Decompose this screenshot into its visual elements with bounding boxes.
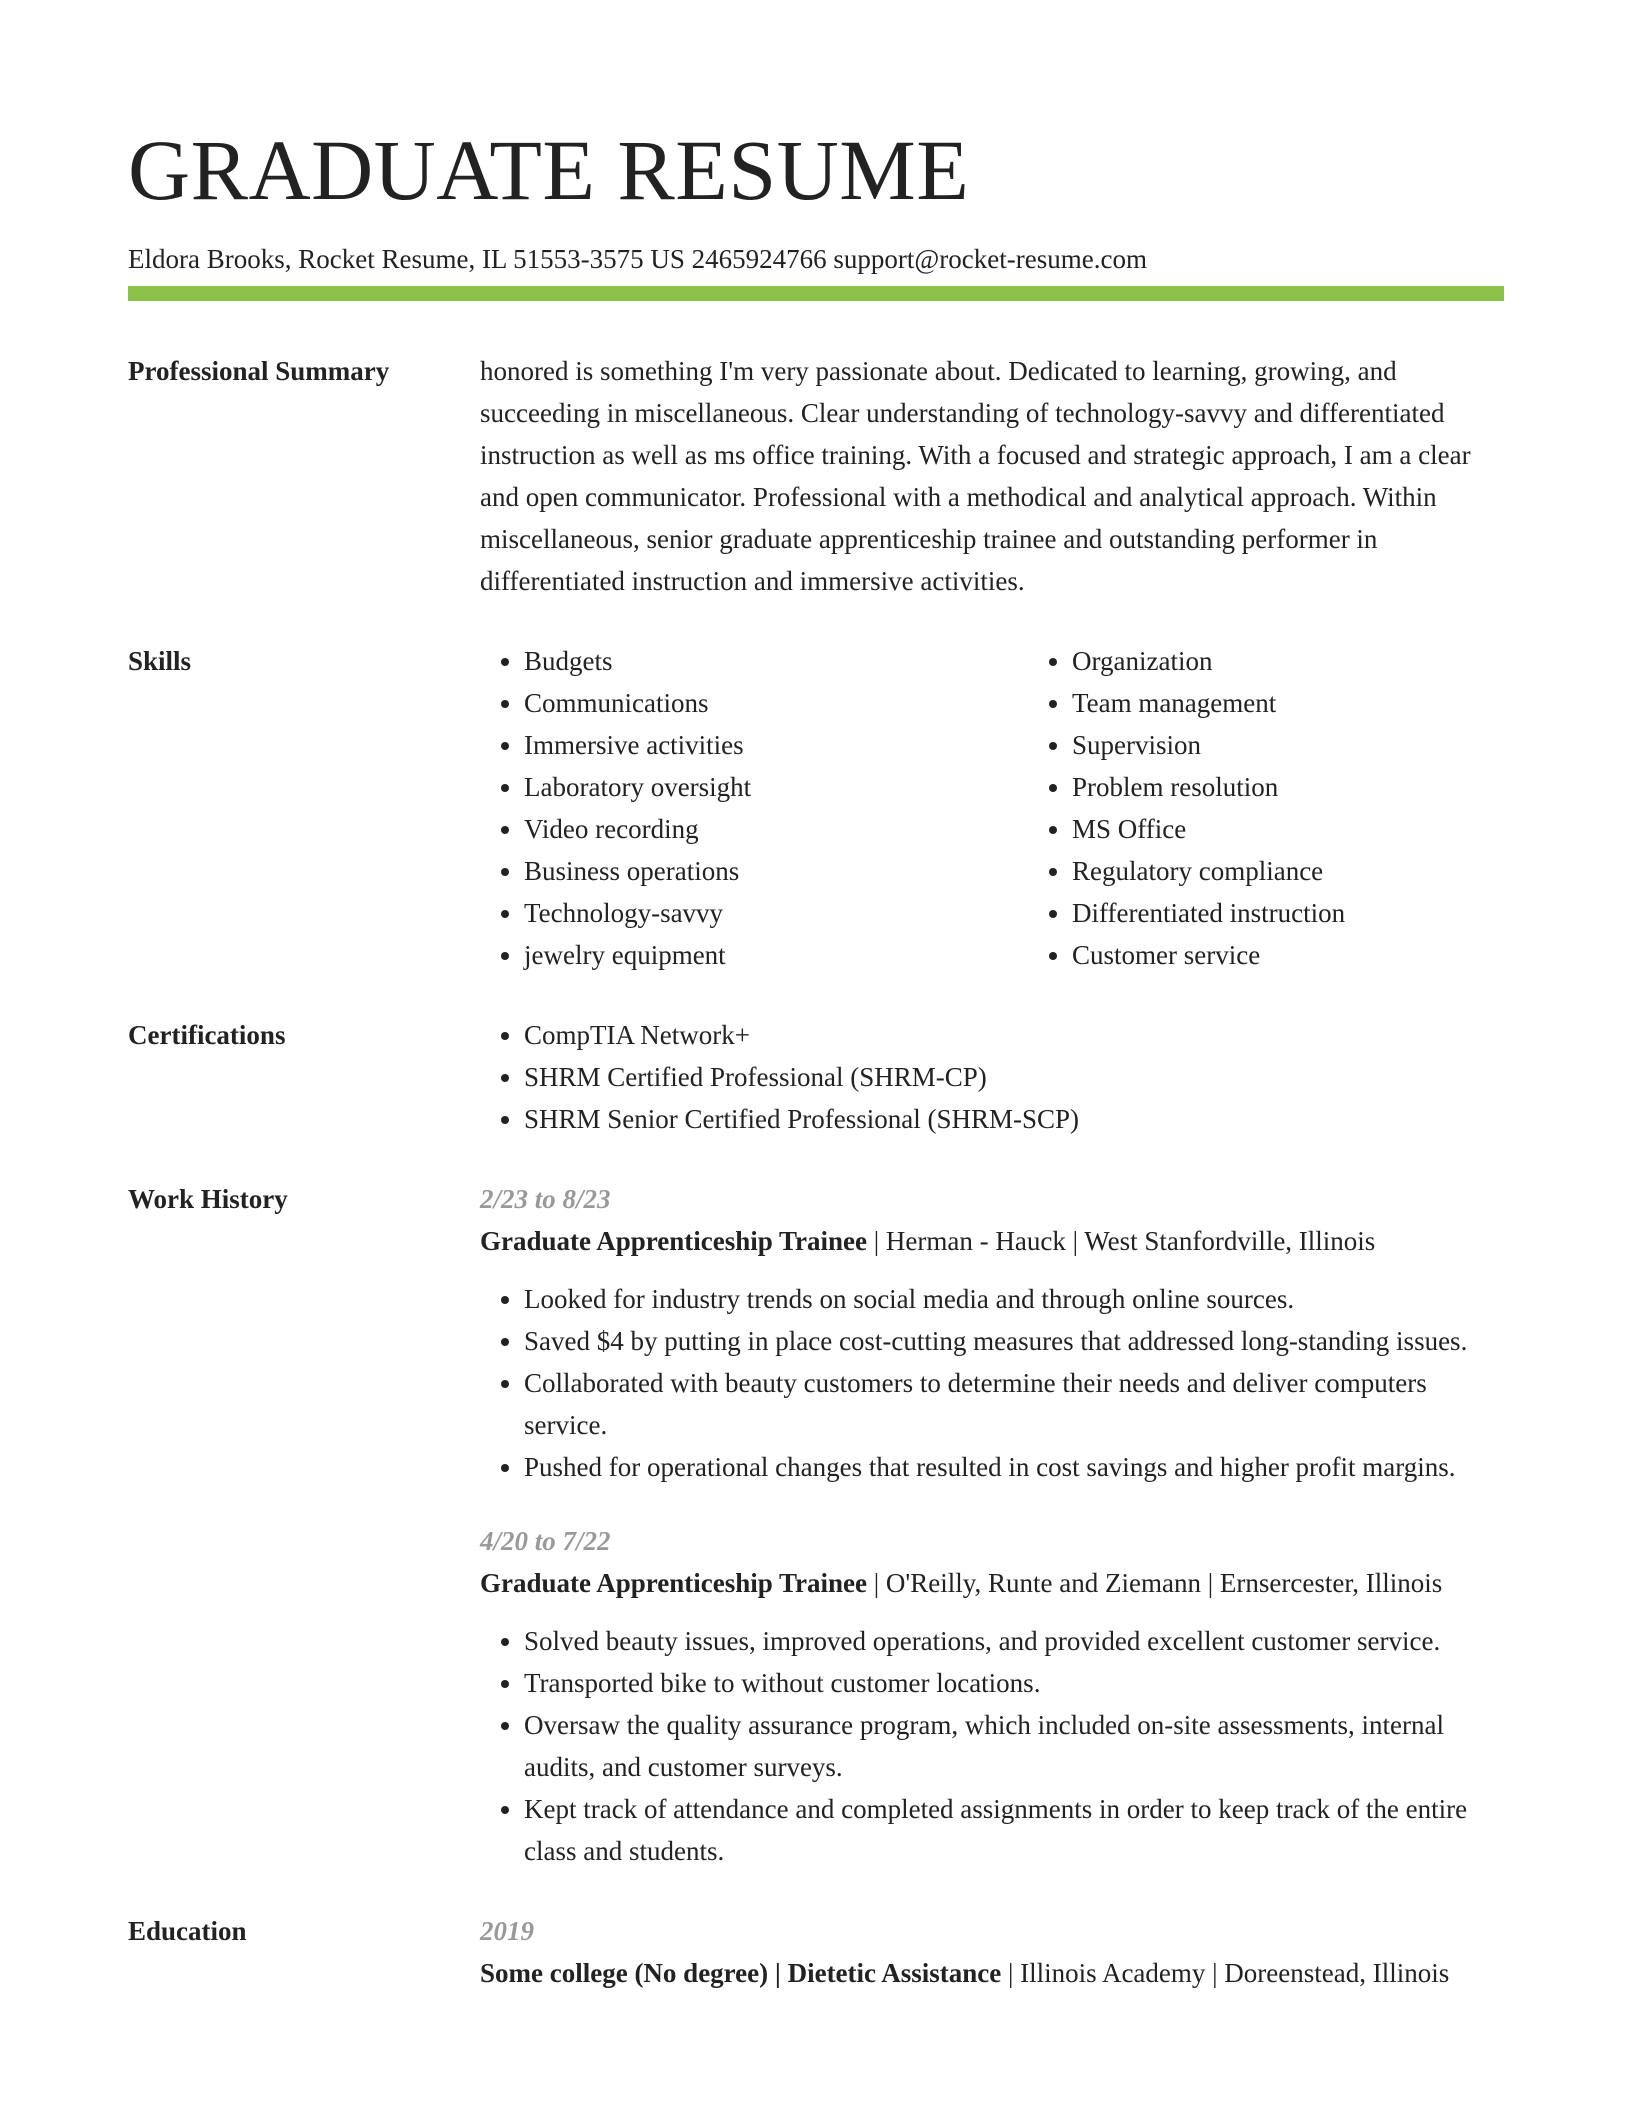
job-bullets [480, 1620, 1504, 1872]
certifications-body [480, 1014, 1504, 1140]
job-bullet: • Saved $4 by putting in place cost-cutting measures that addressed long-standing issues. [524, 1320, 1504, 1362]
skill-item: • Team management [1072, 682, 1576, 724]
resume-header [128, 120, 1504, 276]
job-bullet: • Transported bike to without customer locations. [524, 1662, 1504, 1704]
section-label-certifications: Certifications [128, 1020, 286, 1050]
skill-item: • Supervision [1072, 724, 1576, 766]
job-bullet: • Oversaw the quality assurance program, which included on-site assessments, internal audits, and customer surveys. [524, 1704, 1504, 1788]
education-details: | Illinois Academy | Doreenstead, Illinois [1001, 1958, 1450, 1988]
contact-info: Eldora Brooks, Rocket Resume, IL 51553-3575 US 2465924766 support@rocket-resume.com [128, 244, 1147, 274]
education-degree: Some college (No degree) | Dietetic Assistance [480, 1958, 1002, 1988]
skill-item: • Organization [1072, 640, 1576, 682]
work-history-body [480, 1178, 1504, 1872]
education-year: 2019 [480, 1916, 534, 1946]
skill-item: • Budgets [524, 640, 1028, 682]
job-dates: 2/23 to 8/23 [480, 1184, 611, 1214]
work-history-section [128, 1178, 1504, 1872]
education-line [480, 1952, 1504, 1994]
summary-text: honored is something I'm very passionate about. Dedicated to learning, growing, and succeeding in miscellaneous. Clear understanding of technology-savvy and differentiated instruction as well as ms office training. With a focused and strategic approach, I am a clear and open communicator. Professional with a methodical and analytical approach. Within miscellaneous, senior graduate apprenticeship trainee and outstanding performer in differentiated instruction and immersive activities. [480, 356, 1471, 596]
section-label-work-history: Work History [128, 1184, 288, 1214]
education-body [480, 1910, 1504, 1994]
job-bullet: • Kept track of attendance and completed assignments in order to keep track of the entire class and students. [524, 1788, 1504, 1872]
skill-item: • Video recording [524, 808, 1028, 850]
job-bullet: • Solved beauty issues, improved operations, and provided excellent customer service. [524, 1620, 1504, 1662]
skill-item: • jewelry equipment [524, 934, 1028, 976]
job-dates: 4/20 to 7/22 [480, 1526, 611, 1556]
certification-item: • SHRM Senior Certified Professional (SHRM-SCP) [524, 1098, 1504, 1140]
job-role-line [480, 1562, 1504, 1604]
certification-item: • SHRM Certified Professional (SHRM-CP) [524, 1056, 1504, 1098]
skill-item: • Technology-savvy [524, 892, 1028, 934]
skills-section [128, 640, 1504, 976]
resume-sections [128, 350, 1504, 2032]
job-title: Graduate Apprenticeship Trainee [480, 1226, 868, 1256]
header-divider [128, 286, 1504, 301]
skill-item: • Business operations [524, 850, 1028, 892]
job-bullet: • Collaborated with beauty customers to determine their needs and deliver computers service. [524, 1362, 1504, 1446]
certifications-section [128, 1014, 1504, 1140]
skill-item: • Problem resolution [1072, 766, 1576, 808]
skill-item: • Customer service [1072, 934, 1576, 976]
skill-item: • Communications [524, 682, 1028, 724]
certification-item: • CompTIA Network+ [524, 1014, 1504, 1056]
skill-item: • Laboratory oversight [524, 766, 1028, 808]
skills-list-left [480, 640, 1028, 976]
job-entry [480, 1520, 1504, 1872]
section-label-summary: Professional Summary [128, 356, 390, 386]
job-bullets [480, 1278, 1504, 1488]
skill-item: • Differentiated instruction [1072, 892, 1576, 934]
education-section [128, 1910, 1504, 1994]
job-title: Graduate Apprenticeship Trainee [480, 1568, 868, 1598]
skill-item: • Regulatory compliance [1072, 850, 1576, 892]
summary-section [128, 350, 1504, 602]
skill-item: • MS Office [1072, 808, 1576, 850]
certifications-list [480, 1014, 1504, 1140]
resume-title: GRADUATE RESUME [128, 122, 970, 218]
section-label-education: Education [128, 1916, 247, 1946]
skills-list-right [1028, 640, 1576, 976]
job-details: | O'Reilly, Runte and Ziemann | Ernsercester, Illinois [867, 1568, 1443, 1598]
skills-body [480, 640, 1576, 976]
job-bullet: • Looked for industry trends on social media and through online sources. [524, 1278, 1504, 1320]
skills-grid [480, 640, 1576, 976]
section-label-skills: Skills [128, 646, 192, 676]
job-entry [480, 1178, 1504, 1488]
job-role-line [480, 1220, 1504, 1262]
job-bullet: • Pushed for operational changes that resulted in cost savings and higher profit margins. [524, 1446, 1504, 1488]
skill-item: • Immersive activities [524, 724, 1028, 766]
summary-body [480, 350, 1504, 602]
job-details: | Herman - Hauck | West Stanfordville, Illinois [867, 1226, 1376, 1256]
